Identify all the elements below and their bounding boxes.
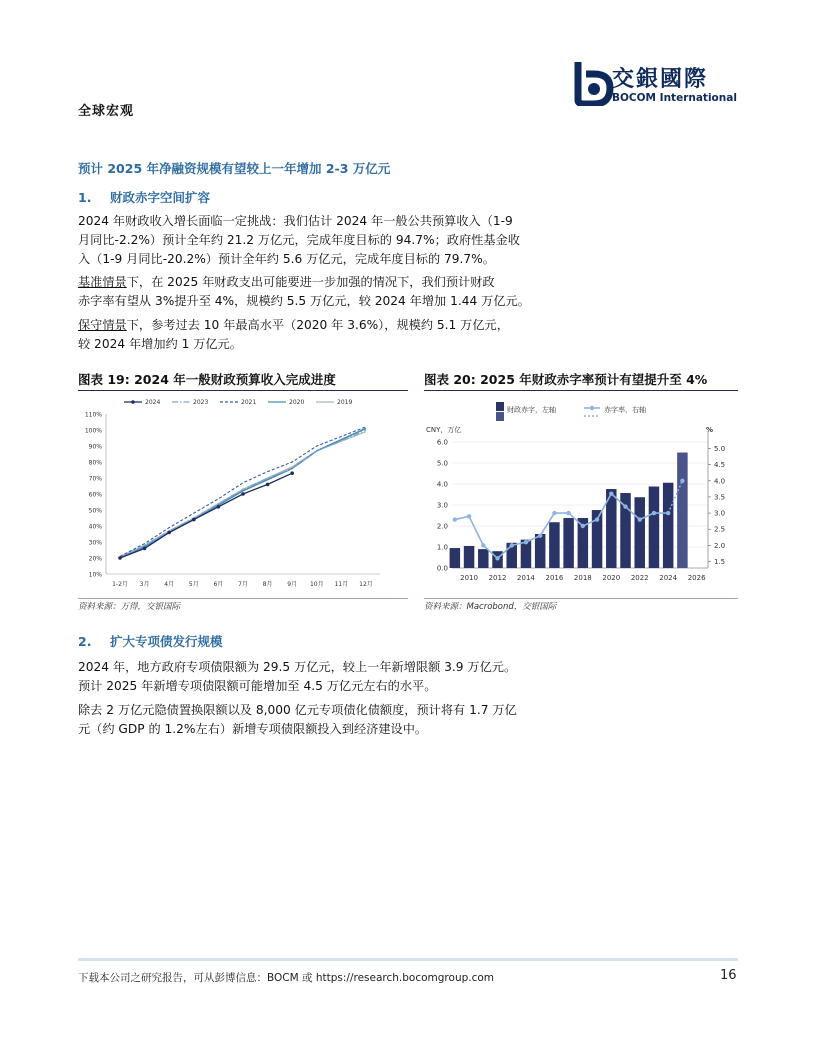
footer-text: 下载本公司之研究报告，可从彭博信息：BOCM 或 https://research.bocomgroup.com	[78, 972, 495, 984]
figure-20-chart	[424, 394, 738, 596]
figure-20-title: 图表 20: 2025 年财政赤字率预计有望提升至 4%	[424, 372, 708, 387]
y2-tick-label: 3.5	[714, 493, 726, 502]
subsection-2-title	[78, 632, 223, 650]
y2-tick-label: 4.0	[714, 477, 726, 486]
deficit-rate-point-2025	[680, 479, 684, 483]
data-point-2024	[167, 531, 171, 535]
bar-2025	[677, 453, 688, 569]
bar-2015	[535, 534, 546, 568]
x-tick-label: 2014	[517, 574, 535, 582]
paragraph-line: 月同比-2.2%）预计全年约 21.2 万亿元，完成年度目标的 94.7%；政府性基金收	[78, 233, 520, 247]
y-tick-label: 5.0	[436, 459, 448, 468]
deficit-rate-point-2024	[666, 511, 670, 515]
y2-tick-label: 5.0	[714, 444, 726, 453]
legend-label-2021: 2021	[241, 399, 257, 406]
y-tick-label: 1.0	[436, 543, 448, 552]
deficit-rate-point-2014	[524, 540, 528, 544]
paragraph-line: 下，在 2025 年财政支出可能要进一步加强的情况下，我们预计财政	[126, 275, 495, 289]
bar-2017	[563, 518, 574, 568]
bar-2023	[649, 487, 660, 568]
x-tick-label: 2024	[659, 574, 678, 582]
y-tick-label: 10%	[88, 571, 102, 579]
conservative-case-term: 保守情景	[78, 318, 127, 332]
figure-20-source-rule	[424, 598, 738, 599]
x-tick-label: 9月	[287, 581, 298, 588]
paragraph-revenue	[78, 212, 568, 269]
bocom-logo-icon	[570, 60, 614, 106]
deficit-rate-point-2012	[495, 556, 499, 560]
x-tick-label: 4月	[164, 581, 175, 588]
paragraph-new-quota	[78, 701, 568, 739]
bar-2016	[549, 522, 560, 568]
data-point-2024	[217, 505, 221, 509]
data-point-2024	[192, 518, 196, 522]
bar-2022	[634, 497, 645, 568]
y2-tick-label: 3.0	[714, 509, 726, 518]
deficit-rate-point-2011	[481, 543, 485, 547]
paragraph-line: 预计 2025 年新增专项债限额可能增加至 4.5 万亿元左右的水平。	[78, 679, 437, 693]
legend-swatch-deficit-forecast	[496, 412, 504, 421]
bar-2010	[464, 546, 475, 568]
bar-2009	[450, 548, 461, 568]
x-tick-label: 8月	[262, 581, 273, 588]
data-point-2024	[241, 492, 245, 496]
x-tick-label: 7月	[238, 581, 248, 588]
deficit-rate-point-2010	[467, 514, 471, 518]
y-tick-label: 40%	[88, 523, 102, 531]
y-tick-label: 80%	[88, 459, 102, 467]
data-point-2024	[266, 483, 270, 487]
y-tick-label: 110%	[84, 411, 102, 419]
legend-marker-2024	[131, 400, 135, 404]
figure-19-rule	[78, 390, 408, 391]
figure-19-title: 图表 19: 2024 年一般财政预算收入完成进度	[78, 372, 336, 387]
x-tick-label: 10月	[309, 581, 324, 588]
deficit-rate-point-2022	[638, 517, 642, 521]
deficit-rate-point-2018	[581, 524, 585, 528]
x-tick-label: 1-2月	[112, 581, 128, 588]
x-tick-label: 6月	[213, 581, 224, 588]
y-tick-label: 100%	[84, 427, 102, 435]
x-tick-label: 2026	[687, 574, 706, 582]
x-tick-label: 12月	[359, 581, 373, 588]
y-tick-label: 0.0	[436, 564, 448, 573]
deficit-rate-point-2015	[538, 533, 542, 537]
paragraph-line: 下，参考过去 10 年最高水平（2020 年 3.6%），规模约 5.1 万亿元，	[126, 318, 509, 332]
y-tick-label: 2.0	[436, 522, 448, 531]
y2-axis-title: %	[706, 426, 714, 434]
subsection-1-label: 财政赤字空间扩容	[110, 190, 211, 205]
figure-20-rule	[424, 390, 738, 391]
legend-label-rate: 赤字率，右轴	[604, 406, 646, 414]
deficit-rate-point-2009	[453, 517, 457, 521]
x-tick-label: 2010	[460, 574, 478, 582]
y-tick-label: 60%	[88, 491, 102, 499]
section-label: 全球宏观	[78, 104, 135, 119]
paragraph-line: 赤字率有望从 3%提升至 4%，规模约 5.5 万亿元，较 2024 年增加 1.44 万亿元。	[78, 294, 530, 308]
deficit-rate-point-2020	[609, 491, 613, 495]
y-axis-title: CNY，万亿	[426, 426, 462, 434]
x-tick-label: 2018	[573, 574, 592, 582]
figure-19-chart	[78, 394, 388, 594]
paragraph-line: 2024 年，地方政府专项债限额为 29.5 万亿元，较上一年新增限额 3.9 万亿元。	[78, 660, 517, 674]
legend-label-deficit: 财政赤字，左轴	[507, 406, 556, 414]
y2-tick-label: 2.5	[714, 525, 726, 534]
y-tick-label: 70%	[88, 475, 102, 483]
logo-english: BOCOM International	[612, 92, 737, 104]
legend-marker-rate	[590, 406, 594, 410]
data-point-2024	[118, 556, 122, 560]
logo-chinese: 交銀國際	[612, 66, 709, 92]
paragraph-base-case	[78, 273, 568, 311]
y-tick-label: 20%	[88, 555, 102, 563]
legend-label-2023: 2023	[193, 399, 209, 406]
x-tick-label: 2012	[488, 574, 507, 582]
base-case-term: 基准情景	[78, 275, 127, 289]
y-tick-label: 30%	[88, 539, 102, 547]
legend-label-2024: 2024	[145, 399, 161, 406]
x-tick-label: 3月	[139, 581, 150, 588]
paragraph-line: 元（约 GDP 的 1.2%左右）新增专项债限额投入到经济建设中。	[78, 722, 428, 736]
figure-20-source: 资料来源：Macrobond，交银国际	[424, 602, 557, 612]
page-number: 16	[720, 968, 737, 983]
data-point-2024	[143, 547, 147, 551]
paragraph-special-bonds	[78, 658, 568, 696]
paragraph-line: 除去 2 万亿元隐债置换限额以及 8,000 亿元专项债化债额度，预计将有 1.7 万亿	[78, 703, 517, 717]
section-heading: 预计 2025 年净融资规模有望较上一年增加 2-3 万亿元	[78, 161, 391, 176]
bar-2011	[478, 549, 489, 568]
deficit-rate-point-2019	[595, 517, 599, 521]
x-tick-label: 2020	[602, 574, 621, 582]
y-tick-label: 4.0	[436, 480, 448, 489]
x-tick-label: 2022	[630, 574, 649, 582]
legend-label-2019: 2019	[337, 399, 353, 406]
y2-tick-label: 4.5	[714, 461, 726, 470]
y-tick-label: 6.0	[436, 438, 448, 447]
paragraph-conservative-case	[78, 316, 568, 354]
x-tick-label: 2016	[545, 574, 564, 582]
bar-2024	[663, 483, 674, 568]
y2-tick-label: 1.5	[714, 558, 726, 567]
deficit-rate-point-2016	[552, 511, 556, 515]
deficit-rate-point-2017	[566, 511, 570, 515]
y2-tick-label: 2.0	[714, 541, 726, 550]
deficit-rate-point-2021	[623, 504, 627, 508]
subsection-2-label: 扩大专项债发行规模	[110, 634, 223, 649]
subsection-1-title	[78, 188, 210, 206]
y-tick-label: 3.0	[436, 501, 448, 510]
figure-19-source-rule	[78, 598, 408, 599]
subsection-1-number: 1.	[78, 190, 92, 205]
legend-label-2020: 2020	[289, 399, 305, 406]
x-tick-label: 5月	[188, 581, 199, 588]
figure-19-source: 资料来源：万得，交银国际	[78, 602, 181, 612]
y-tick-label: 50%	[88, 507, 102, 515]
data-point-2024	[290, 471, 294, 475]
subsection-2-number: 2.	[78, 634, 92, 649]
legend-swatch-deficit	[496, 402, 504, 411]
deficit-rate-point-2023	[652, 511, 656, 515]
x-tick-label: 11月	[334, 581, 349, 588]
paragraph-line: 入（1-9 月同比-20.2%）预计全年约 5.6 万亿元，完成年度目标的 79.7%。	[78, 252, 495, 266]
paragraph-line: 2024 年财政收入增长面临一定挑战：我们估计 2024 年一般公共预算收入（1-9	[78, 214, 513, 228]
paragraph-line: 较 2024 年增加约 1 万亿元。	[78, 337, 242, 351]
y-tick-label: 90%	[88, 443, 102, 451]
deficit-rate-point-2013	[510, 543, 514, 547]
footer-rule	[78, 958, 738, 961]
